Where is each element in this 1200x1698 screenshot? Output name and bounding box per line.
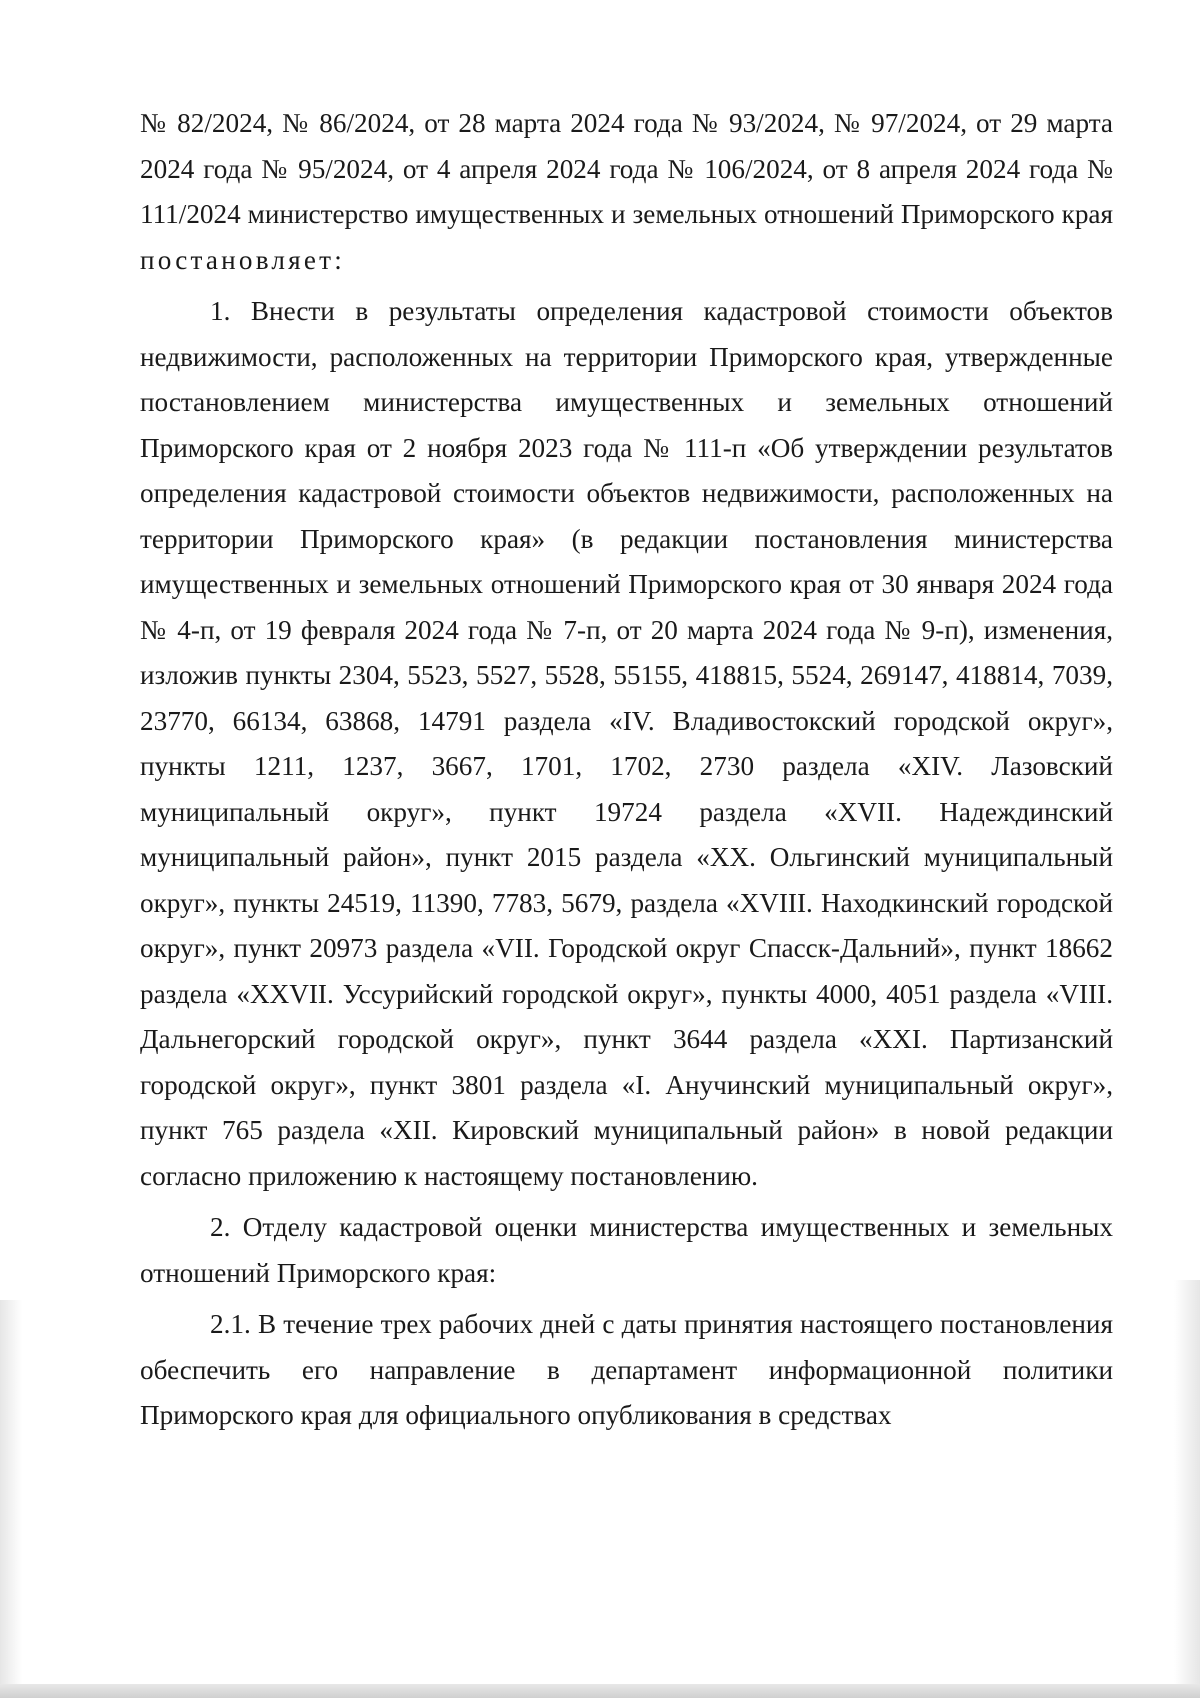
intro-keyword: постановляет <box>140 244 335 275</box>
paragraph-2-1: 2.1. В течение трех рабочих дней с даты принятия настоящего постановления обеспечить его направление в департамент информационной политики Приморского края для официального опубликования в средствах <box>140 1309 1113 1430</box>
scan-edge-bottom <box>0 1684 1200 1698</box>
scan-shadow-left <box>0 1300 22 1698</box>
intro-text: № 82/2024, № 86/2024, от 28 марта 2024 года № 93/2024, № 97/2024, от 29 марта 2024 года № 95/2024, от 4 апреля 2024 года № 106/2024, от 8 апреля 2024 года № 111/2024 министерство имущественных и земельных отношений Приморского края <box>140 108 1113 229</box>
intro-paragraph <box>140 101 1113 283</box>
paragraph-1: 1. Внести в результаты определения кадастровой стоимости объектов недвижимости, расположенных на территории Приморского края, утвержденные постановлением министерства имущественных и земельных отношений Приморского края от 2 ноября 2023 года № 111-п «Об утверждении результатов определения кадастровой стоимости объектов недвижимости, расположенных на территории Приморского края» (в редакции постановления министерства имущественных и земельных отношений Приморского края от 30 января 2024 года № 4-п, от 19 февраля 2024 года № 7-п, от 20 марта 2024 года № 9-п), изменения, изложив пункты 2304, 5523, 5527, 5528, 55155, 418815, 5524, 269147, 418814, 7039, 23770, 66134, 63868, 14791 раздела «IV. Владивостокский городской округ», пункты 1211, 1237, 3667, 1701, 1702, 2730 раздела «XIV. Лазовский муниципальный округ», пункт 19724 раздела «XVII. Надеждинский муниципальный район», пункт 2015 раздела «XX. Ольгинский муниципальный округ», пункты 24519, 11390, 7783, 5679, раздела «XVIII. Находкинский городской округ», пункт 20973 раздела «VII. Городской округ Спасск-Дальний», пункт 18662 раздела «XXVII. Уссурийский городской округ», пункты 4000, 4051 раздела «VIII. Дальнегорский городской округ», пункт 3644 раздела «XXI. Партизанский городской округ», пункт 3801 раздела «I. Анучинский муниципальный округ», пункт 765 раздела «XII. Кировский муниципальный район» в новой редакции согласно приложению к настоящему постановлению. <box>140 296 1113 1191</box>
paragraph-2: 2. Отделу кадастровой оценки министерства имущественных и земельных отношений Приморского края: <box>140 1212 1113 1288</box>
document-body <box>140 101 1113 1445</box>
scan-shadow-right <box>1174 1280 1200 1698</box>
intro-colon: : <box>334 244 342 275</box>
